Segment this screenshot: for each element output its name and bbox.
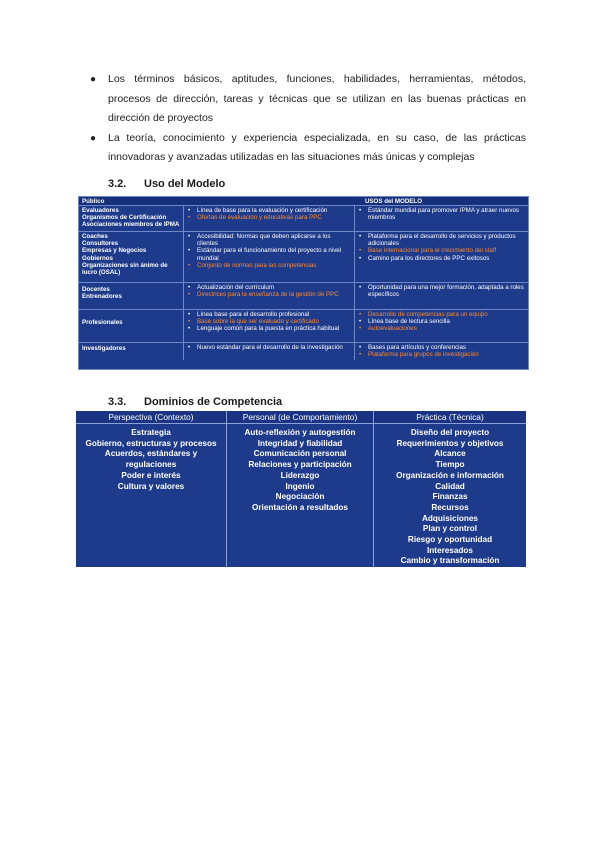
header-personal: Personal (de Comportamiento) bbox=[227, 411, 373, 424]
audience-item: Docentes bbox=[82, 286, 110, 293]
competence-item: Acuerdos, estándares y bbox=[104, 449, 198, 459]
competence-item: Plan y control bbox=[422, 524, 478, 534]
use-item: • Conjunto de normas para las competencias bbox=[187, 262, 353, 269]
competence-item: regulaciones bbox=[125, 460, 177, 470]
use-item: • Plataforma para grupos de investigación bbox=[358, 351, 530, 358]
uses-cell-primary bbox=[183, 343, 353, 360]
competence-item: Liderazgo bbox=[280, 470, 320, 480]
competence-item: Tiempo bbox=[435, 460, 465, 470]
use-item: • Estándar para el funcionamiento del proyecto a nivel mundial bbox=[187, 247, 353, 261]
table-header-row bbox=[79, 197, 528, 206]
table-row bbox=[79, 232, 528, 283]
competence-item: Alcance bbox=[434, 449, 466, 459]
use-item: • Autoevaluaciones bbox=[358, 325, 530, 332]
uses-cell-secondary bbox=[354, 206, 530, 231]
use-item: • Accesibilidad: Normas que deben aplicarse a los clientes bbox=[187, 233, 353, 247]
use-item: • Ofertas de evaluación y educativas para PPC bbox=[187, 214, 353, 221]
audience-cell bbox=[82, 345, 182, 352]
use-item: • Nuevo estándar para el desarrollo de la investigación bbox=[187, 344, 353, 351]
competence-item: Adquisiciones bbox=[422, 513, 478, 523]
header-perspectiva: Perspectiva (Contexto) bbox=[76, 411, 226, 424]
competence-item: Cultura y valores bbox=[117, 481, 185, 491]
competence-item: Diseño del proyecto bbox=[410, 428, 490, 437]
use-item: • Bases para artículos y conferencias bbox=[358, 344, 530, 351]
header-audience: Público bbox=[82, 198, 105, 205]
use-item: • Plataforma para el desarrollo de servicios y productos adicionales bbox=[358, 233, 530, 247]
competence-item: Auto-reflexión y autogestión bbox=[244, 428, 356, 437]
competence-item: Cambio y transformación bbox=[400, 556, 500, 566]
use-item: • Actualización del currículum bbox=[187, 284, 353, 291]
competence-item: Negociación bbox=[275, 492, 325, 502]
bullet-item: ● Los términos básicos, aptitudes, funciones, habilidades, herramientas, métodos, procesos de dirección, tareas y técnicas que se utilizan en las buenas prácticas en dirección de proyectos bbox=[90, 70, 526, 129]
use-item: • Desarrollo de competencias para un equipo bbox=[358, 311, 530, 318]
competence-item: Recursos bbox=[431, 502, 469, 512]
audience-item: Asociaciones miembros de IPMA bbox=[82, 221, 180, 229]
audience-item: Organismos de Certificación bbox=[82, 214, 167, 222]
competence-item: Organización e información bbox=[396, 470, 504, 480]
uses-cell-primary bbox=[183, 283, 353, 309]
use-item: • Línea base para el desarrollo profesional bbox=[187, 311, 353, 318]
audience-item: Empresas y Negocios bbox=[82, 247, 147, 255]
competence-item: Riesgo y oportunidad bbox=[407, 535, 493, 545]
audience-item: Evaluadores bbox=[82, 207, 119, 214]
uso-del-modelo-table bbox=[78, 196, 529, 370]
use-item: • Línea base de lectura sencilla bbox=[358, 318, 530, 325]
audience-cell bbox=[82, 286, 182, 300]
column-perspectiva bbox=[76, 428, 226, 492]
bullet-dot-icon: ● bbox=[90, 74, 97, 85]
audience-cell bbox=[82, 207, 182, 229]
competence-item: Integridad y fiabilidad bbox=[257, 438, 343, 448]
column-personal bbox=[227, 428, 373, 514]
uses-cell-secondary bbox=[354, 343, 530, 360]
bullet-item: ● La teoría, conocimiento y experiencia especializada, en su caso, de las prácticas innovadoras y avanzadas utilizadas en las situaciones más únicas y complejas bbox=[90, 129, 526, 168]
use-item: • Estándar mundial para promover IPMA y atraer nuevos miembros bbox=[358, 207, 530, 221]
use-item: • Directrices para la enseñanza de la gestión de PPC bbox=[187, 291, 353, 298]
use-item: • Base internacional para el crecimiento del staff bbox=[358, 247, 530, 254]
competence-item: Comunicación personal bbox=[253, 449, 347, 459]
uses-cell-primary bbox=[183, 310, 353, 342]
competence-item: Gobierno, estructuras y procesos bbox=[85, 438, 217, 448]
intro-bullet-list bbox=[90, 70, 526, 168]
uses-cell-secondary bbox=[354, 310, 530, 342]
column-practica bbox=[374, 428, 526, 567]
use-item: • Camino para los directores de PPC exitosos bbox=[358, 255, 530, 262]
section-heading-dominios: 3.3. Dominios de Competencia bbox=[108, 396, 283, 408]
audience-item: Profesionales bbox=[82, 319, 123, 326]
audience-item: Coaches bbox=[82, 233, 108, 240]
audience-item: Investigadores bbox=[82, 345, 126, 352]
audience-item: Gobiernos bbox=[82, 254, 113, 262]
audience-cell bbox=[82, 319, 182, 326]
header-practica: Práctica (Técnica) bbox=[374, 411, 526, 424]
audience-item: Consultores bbox=[82, 240, 119, 248]
competence-item: Orientación a resultados bbox=[251, 502, 348, 512]
table-row bbox=[79, 206, 528, 232]
use-item: • Oportunidad para una mejor formación, adaptada a roles específicos bbox=[358, 284, 530, 298]
competence-item: Poder e interés bbox=[121, 470, 181, 480]
uses-cell-primary bbox=[183, 206, 353, 231]
table-row bbox=[79, 283, 528, 310]
competence-item: Ingenio bbox=[285, 481, 315, 491]
competence-item: Estrategia bbox=[131, 428, 171, 437]
competence-item: Interesados bbox=[427, 545, 473, 555]
bullet-dot-icon: ● bbox=[90, 132, 97, 144]
table-row bbox=[79, 310, 528, 343]
competence-item: Calidad bbox=[435, 481, 465, 491]
header-uses: USOS del MODELO bbox=[364, 198, 423, 205]
uses-cell-primary bbox=[183, 232, 353, 282]
section-heading-uso-del-modelo: 3.2. Uso del Modelo bbox=[108, 178, 226, 190]
audience-item: Organizaciones sin ánimo de lucro (OSAL) bbox=[82, 261, 168, 277]
use-item: • Base sobre la que ser evaluado y certificado bbox=[187, 318, 353, 325]
competence-item: Relaciones y participación bbox=[248, 460, 352, 470]
use-item: • Línea de base para la evaluación y certificación bbox=[187, 207, 353, 214]
competence-item: Requerimientos y objetivos bbox=[396, 438, 504, 448]
dominios-competencia-table bbox=[76, 411, 526, 567]
audience-item: Entrenadores bbox=[82, 293, 122, 301]
uses-cell-secondary bbox=[354, 283, 530, 309]
table-row bbox=[79, 343, 528, 360]
use-item: • Lenguaje común para la puesta en práctica habitual bbox=[187, 325, 353, 332]
audience-cell bbox=[82, 233, 182, 276]
uses-cell-secondary bbox=[354, 232, 530, 282]
competence-item: Finanzas bbox=[432, 492, 468, 502]
